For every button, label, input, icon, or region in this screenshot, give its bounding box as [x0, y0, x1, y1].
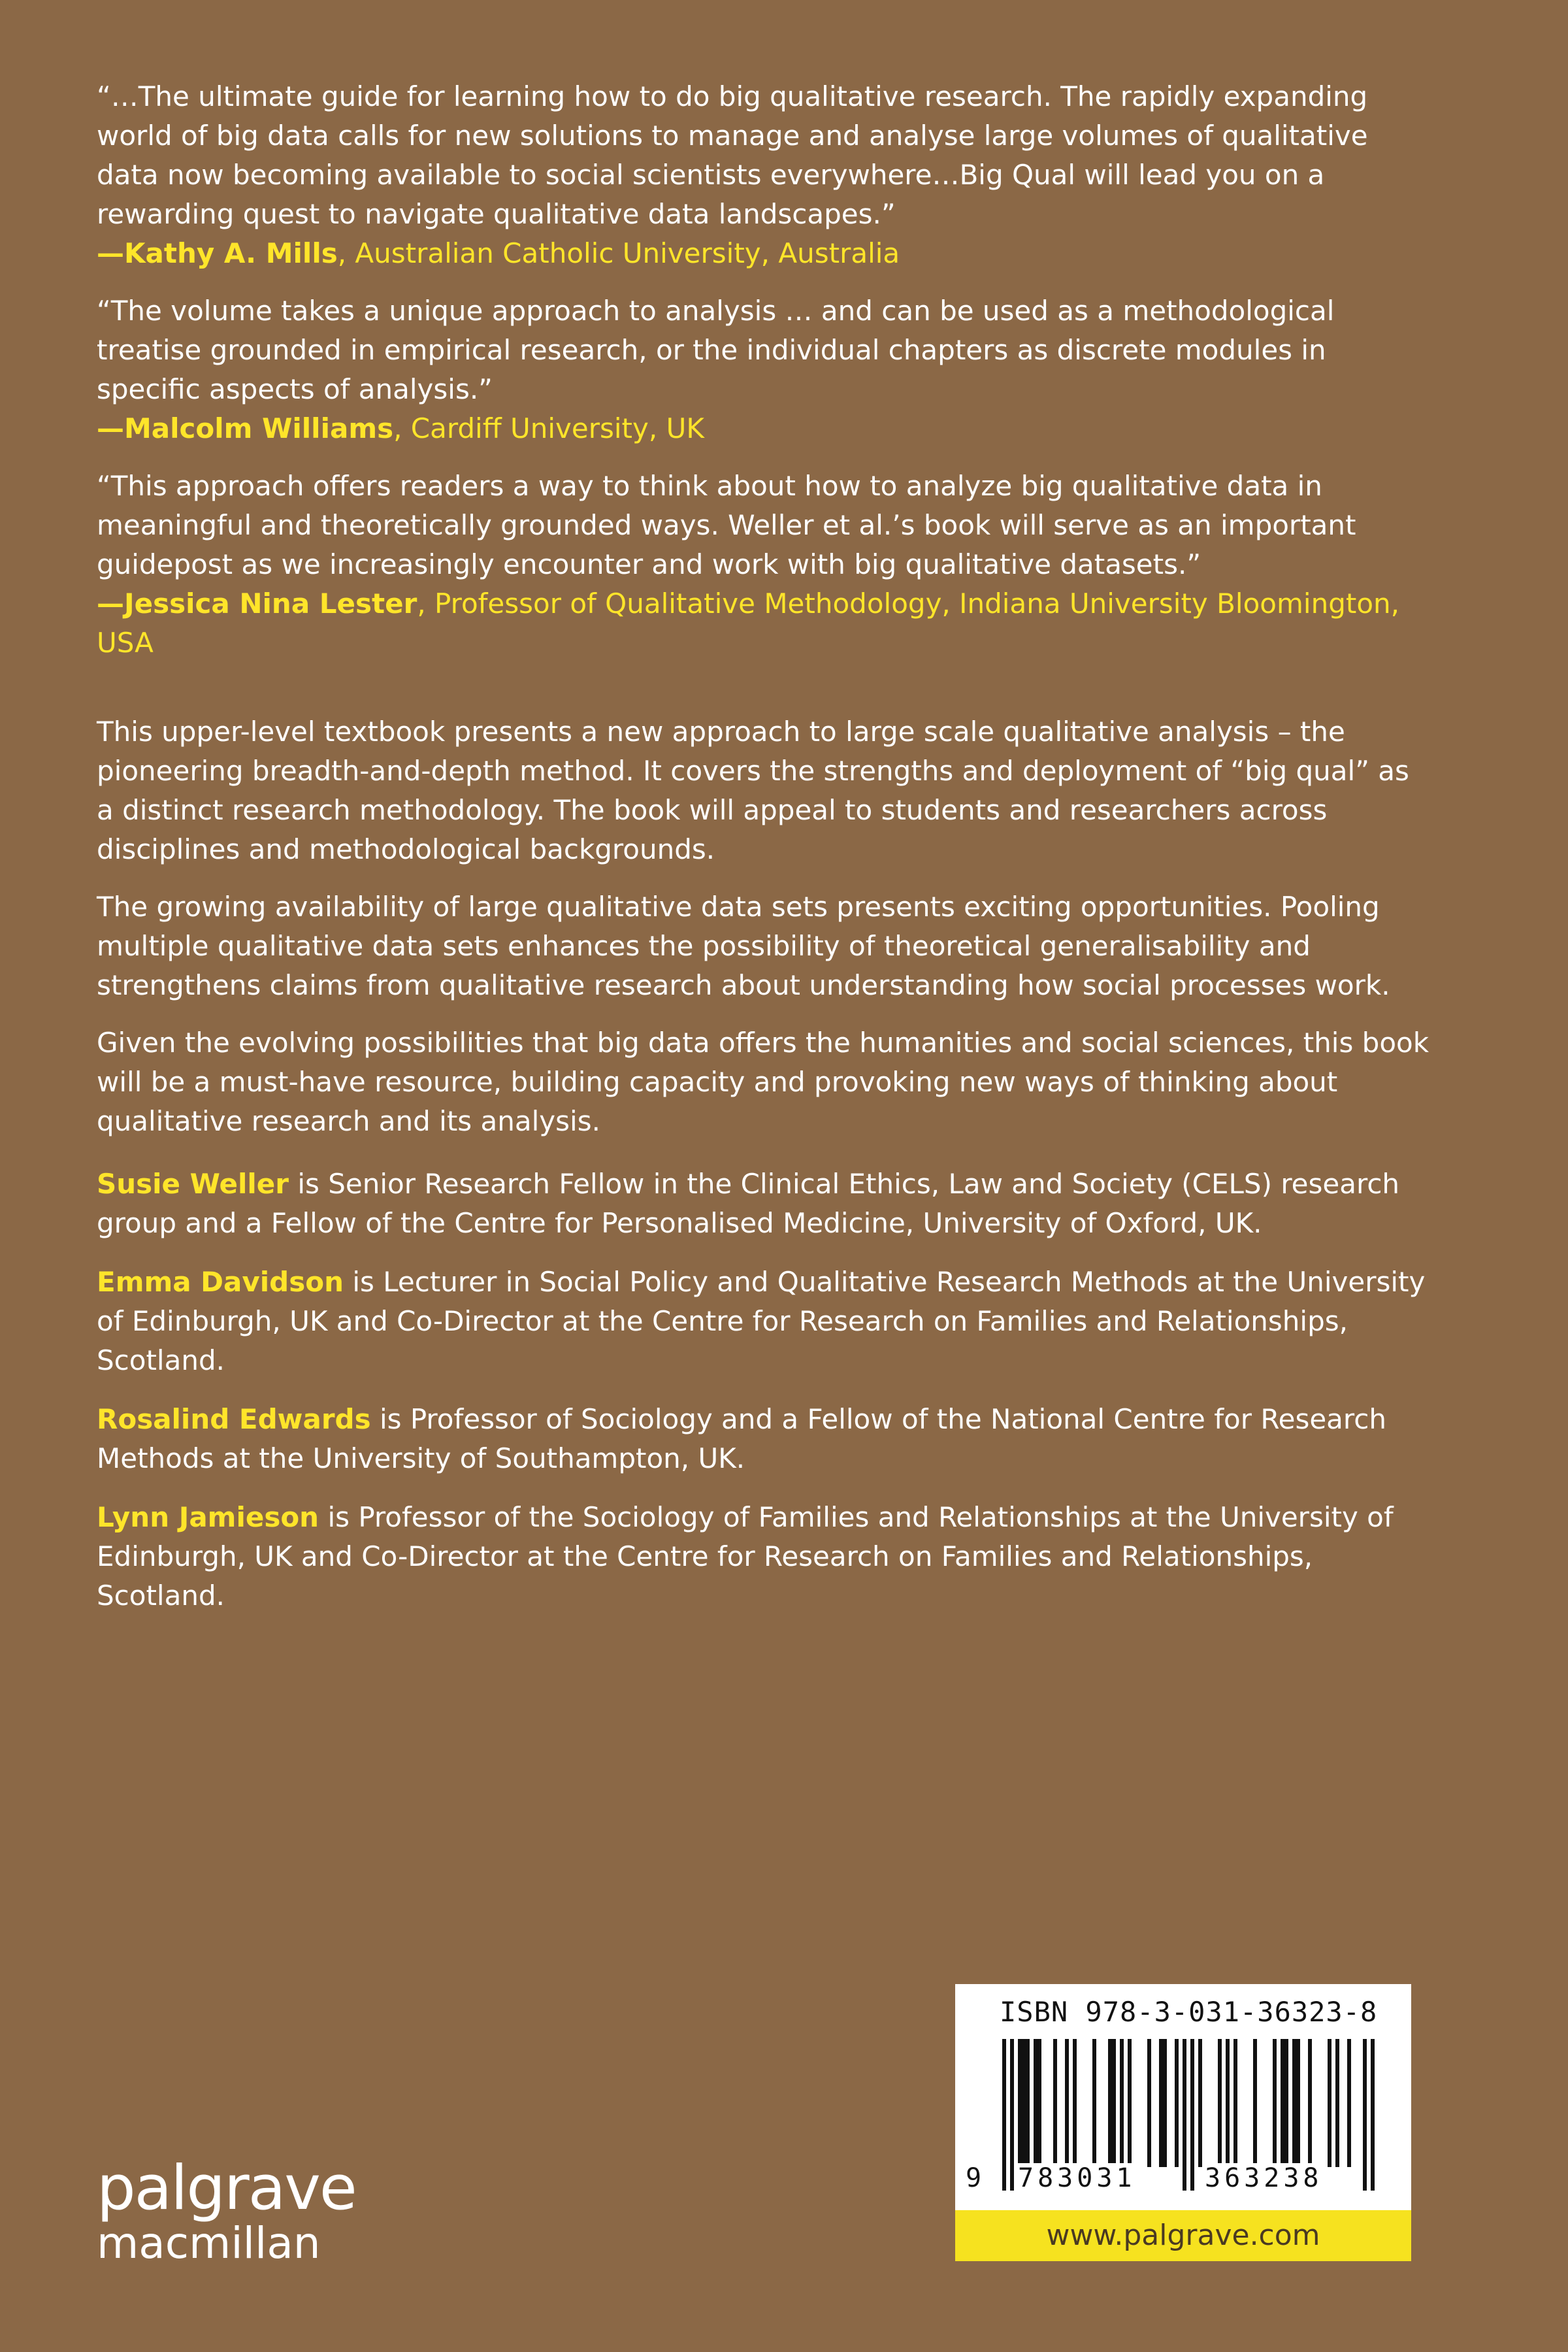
author-bio	[97, 1263, 1429, 1380]
barcode-bar	[1190, 2039, 1194, 2191]
quote-attribution	[97, 584, 1429, 663]
barcode-bar	[1226, 2039, 1230, 2167]
publisher-logo-line2: macmillan	[97, 2218, 321, 2268]
barcode-bar	[1018, 2039, 1022, 2167]
author-name: Emma Davidson	[97, 1266, 344, 1298]
barcode-bar	[1034, 2039, 1037, 2167]
quote-text: “The volume takes a unique approach to analysis … and can be used as a methodological treatise grounded in empirical research, or the individual chapters as discrete modules in specific aspects of analysis.”	[97, 295, 1335, 405]
quote-text: “This approach offers readers a way to think about how to analyze big qualitative data in meaningful and theoretically grounded ways. Weller et al.’s book will serve as an important guidepost as we increasingly encounter and work with big qualitative datasets.”	[97, 470, 1356, 580]
reviewer-name: —Malcolm Williams	[97, 412, 394, 444]
reviewer-affiliation: , Australian Catholic University, Australia	[337, 237, 900, 269]
barcode-bar	[1253, 2039, 1257, 2167]
barcode-bar	[1147, 2039, 1151, 2167]
barcode-bar	[1065, 2039, 1069, 2167]
barcode-bar	[1037, 2039, 1041, 2167]
isbn-label: ISBN 978-3-031-36323-8	[1000, 1996, 1378, 2028]
barcode-bar	[1328, 2039, 1331, 2167]
description-paragraph: Given the evolving possibilities that big data offers the humanities and social sciences, this book will be a must-have resource, building capacity and provoking new ways of thinking about qualitative research and its analysis.	[97, 1027, 1429, 1137]
author-name: Rosalind Edwards	[97, 1403, 371, 1435]
barcode-bar	[1159, 2039, 1163, 2167]
author-bio	[97, 1165, 1429, 1243]
barcode-bar	[1108, 2039, 1112, 2167]
barcode-bar	[1335, 2039, 1339, 2167]
barcode-bar	[1347, 2039, 1351, 2167]
author-name: Lynn Jamieson	[97, 1501, 319, 1533]
reviewer-name: —Jessica Nina Lester	[97, 588, 417, 620]
author-description: is Professor of the Sociology of Families and Relationships at the University of Edinburgh, UK and Co-Director at the Centre for Research on Families and Relationships, Scotland.	[97, 1501, 1394, 1612]
barcode-bar	[1281, 2039, 1284, 2167]
quote-text: “…The ultimate guide for learning how to do big qualitative research. The rapidly expanding world of big data calls for new solutions to manage and analyse large volumes of qualitative data now becoming available to social scientists everywhere…Big Qual will lead you on a rewarding quest to navigate qualitative data landscapes.”	[97, 80, 1368, 230]
barcode-bar	[1233, 2039, 1237, 2167]
publisher-logo	[97, 2153, 356, 2268]
publisher-logo-line1: palgrave	[97, 2153, 356, 2224]
barcode-digit-first: 9	[966, 2163, 982, 2193]
barcode-bar	[1073, 2039, 1077, 2167]
barcode-bar	[1112, 2039, 1116, 2167]
description-paragraph: The growing availability of large qualitative data sets presents exciting opportunities. Pooling multiple qualitative data sets enhances the possibility of theoretical generalisability and strengthens claims from qualitative research about understanding how social processes work.	[97, 891, 1390, 1001]
barcode-bar	[1218, 2039, 1222, 2167]
barcode-bar	[1010, 2039, 1014, 2191]
barcode-bar	[1292, 2039, 1296, 2167]
reviewer-affiliation: , Professor of Qualitative Methodology, Indiana University Bloomington, USA	[97, 588, 1399, 659]
barcode-bar	[1284, 2039, 1288, 2167]
barcode-bar	[1296, 2039, 1300, 2167]
barcode-bar	[1371, 2039, 1375, 2191]
author-name: Susie Weller	[97, 1168, 289, 1200]
reviewer-affiliation: , Cardiff University, UK	[393, 412, 704, 444]
barcode-bar	[1163, 2039, 1167, 2167]
barcode-bar	[1092, 2039, 1096, 2167]
author-bio	[97, 1400, 1429, 1478]
author-description: is Lecturer in Social Policy and Qualitative Research Methods at the University of Edinburgh, UK and Co-Director at the Centre for Research on Families and Relationships, Scotland.	[97, 1266, 1426, 1376]
review-quote	[97, 467, 1429, 663]
barcode-bar	[1002, 2039, 1006, 2191]
barcode-bar	[1175, 2039, 1179, 2167]
barcode-bar	[1273, 2039, 1277, 2167]
review-quote	[97, 77, 1429, 273]
isbn-barcode	[955, 1984, 1411, 2210]
barcode-bar	[1128, 2039, 1132, 2167]
barcode-bar	[1026, 2039, 1030, 2167]
author-description: is Professor of Sociology and a Fellow of the National Centre for Research Methods at the University of Southampton, UK.	[97, 1403, 1386, 1474]
barcode-bar	[1198, 2039, 1202, 2167]
barcode-digits-left: 783031	[1018, 2163, 1136, 2193]
publisher-website[interactable]: www.palgrave.com	[955, 2210, 1411, 2261]
barcode-bar	[1053, 2039, 1057, 2167]
author-bio	[97, 1498, 1429, 1615]
barcode-bar	[1022, 2039, 1026, 2167]
barcode-bar	[1120, 2039, 1124, 2167]
quote-attribution	[97, 234, 1429, 273]
barcode-bar	[1183, 2039, 1186, 2191]
review-quote	[97, 291, 1429, 448]
quote-attribution	[97, 409, 1429, 448]
reviewer-name: —Kathy A. Mills	[97, 237, 338, 269]
barcode-bar	[1308, 2039, 1312, 2167]
back-cover-text	[97, 77, 1429, 1635]
description-paragraph: This upper-level textbook presents a new approach to large scale qualitative analysis – the pioneering breadth-and-depth method. It covers the strengths and deployment of “big qual” as a distinct research methodology. The book will appeal to students and researchers across disciplines and methodological backgrounds.	[97, 716, 1409, 865]
barcode-bar	[1363, 2039, 1367, 2191]
barcode-digits-right: 363238	[1205, 2163, 1323, 2193]
author-description: is Senior Research Fellow in the Clinical Ethics, Law and Society (CELS) research group and a Fellow of the Centre for Personalised Medicine, University of Oxford, UK.	[97, 1168, 1400, 1239]
